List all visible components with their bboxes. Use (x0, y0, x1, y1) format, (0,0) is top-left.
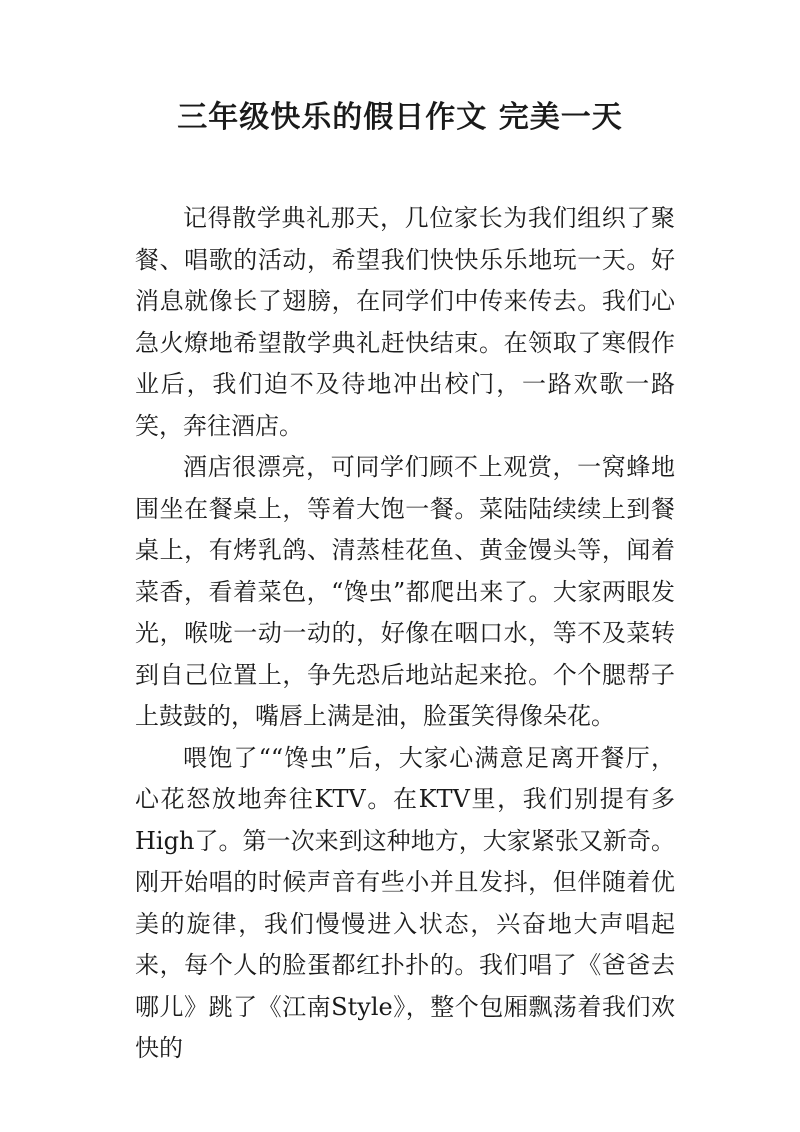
document-title: 三年级快乐的假日作文 完美一天 (177, 100, 623, 135)
paragraph-3: 喂饱了““馋虫”后，大家心满意足离开餐厅，心花怒放地奔往KTV。在KTV里，我们别提有多High了。第一次来到这种地方，大家紧张又新奇。刚开始唱的时候声音有些小并且发抖，但伴随着优美的旋律，我们慢慢进入状态，兴奋地大声唱起来，每个人的脸蛋都红扑扑的。我们唱了《爸爸去哪儿》跳了《江南Style》，整个包厢飘荡着我们欢快的 (135, 743, 675, 1062)
paragraph-2: 酒店很漂亮，可同学们顾不上观赏，一窝蜂地围坐在餐桌上，等着大饱一餐。菜陆陆续续上到餐桌上，有烤乳鸽、清蒸桂花鱼、黄金馒头等，闻着菜香，看着菜色，“馋虫”都爬出来了。大家两眼发光，喉咙一动一动的，好像在咽口水，等不及菜转到自己位置上，争先恐后地站起来抢。个个腮帮子上鼓鼓的，嘴唇上满是油，脸蛋笑得像朵花。 (135, 453, 675, 730)
document-body (135, 198, 675, 1070)
paragraph-1: 记得散学典礼那天，几位家长为我们组织了聚餐、唱歌的活动，希望我们快快乐乐地玩一天。好消息就像长了翅膀，在同学们中传来传去。我们心急火燎地希望散学典礼赶快结束。在领取了寒假作业后，我们迫不及待地冲出校门，一路欢歌一路笑，奔往酒店。 (135, 204, 675, 440)
